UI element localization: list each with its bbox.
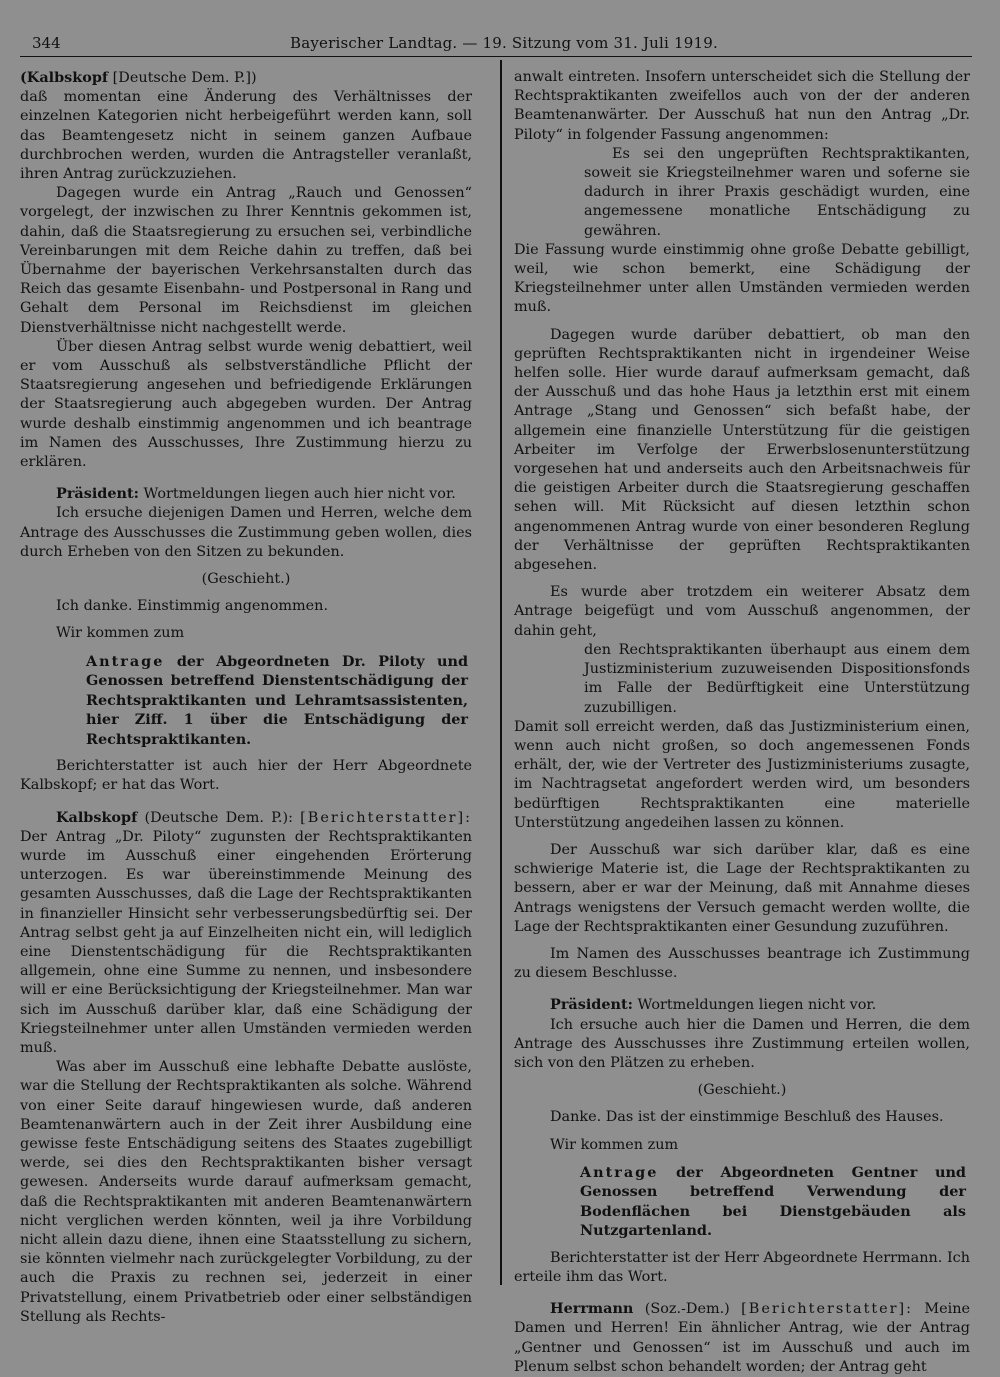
speaker-name: Präsident: [56,485,139,503]
speaker-party: (Deutsche Dem. P.): [144,809,293,826]
running-head-title: Bayerischer Landtag. — 19. Sitzung vom 31. Juli 1919. [290,34,718,52]
paragraph: Es wurde aber trotzdem ein weiterer Absatz dem Antrage beigefügt und vom Ausschuß angenommen, der dahin geht, [514,584,970,639]
running-header [20,28,972,57]
paragraph: anwalt eintreten. Insofern unterscheidet sich die Stellung der Rechtspraktikanten zweifellos auch von der der anderen Beamtenanwärter. Der Ausschuß hat nun den Antrag „Dr. Piloty“ in folgender Fassung angenommen: [514,69,970,143]
motion-wording: Es sei den ungeprüften Rechtspraktikanten, soweit sie Kriegsteilnehmer waren und soferne sie dadurch in ihrer Praxis geschädigt wurden, eine angemessene monatliche Entschädigung zu gewähren. [584,145,970,239]
motion-title [86,652,468,750]
paragraph: Die Fassung wurde einstimmig ohne große Debatte gebilligt, weil, wie schon bemerkt, eine Schädigung der Kriegsteilnehmer unter allen Umständen vermieden werden muß. [514,241,970,316]
stage-direction: (Geschieht.) [201,571,291,588]
speaker-party: (Soz.-Dem.) [644,1301,730,1318]
speaker-role: [Berichterstatter]: [741,1301,914,1318]
column-divider [500,60,502,1285]
rapporteur-speech [20,808,472,1059]
right-column [514,68,970,1377]
paragraph: Ich ersuche diejenigen Damen und Herren, welche dem Antrage des Ausschusses die Zustimmung geben wollen, dies durch Erheben von den Sitzen zu bekunden. [20,505,472,560]
speech-text: Wortmeldungen liegen auch hier nicht vor. [143,486,456,503]
speaker-name: (Kalbskopf [20,69,109,86]
motion-title-rest: der Abgeordneten Dr. Piloty und Genossen betreffend Dienstentschädigung der Rechtspraktikanten und Lehramtsassistenten, hier Ziff. 1 über die Entschädigung der Rechtspraktikanten. [86,652,469,748]
speaker-name: Präsident: [550,996,633,1014]
speech-text: Wortmeldungen liegen nicht vor. [637,997,877,1014]
paragraph: daß momentan eine Änderung des Verhältnisses der einzelnen Kategorien nicht herbeigeführt werden kann, soll das Beamtengesetz nicht in seinem ganzen Aufbaue durchbrochen werden, wurden die Antragsteller veranlaßt, ihren Antrag zurückzuziehen. [20,89,472,183]
motion-title [580,1163,966,1241]
paragraph: Dagegen wurde darüber debattiert, ob man den geprüften Rechtspraktikanten nicht in irgendeiner Weise helfen solle. Hier wurde darauf aufmerksam gemacht, daß der Ausschuß und das hohe Haus ja letzthin erst mit einem Antrage „Stang und Genossen“ sich befaßt habe, der allgemein eine finanzielle Unterstützung für die geistigen Arbeiter im Verfolge der Erwerbslosenunterstützung vorgesehen hat und anderseits auch den Arbeitsnachweis für die geistigen Arbeiter durch die Staatsregierung geschaffen sehen will. Mit Rücksicht auf diesen letzthin schon angenommenen Antrag wurde von einer besonderen Reglung der Verhältnisse der geprüften Rechtspraktikanten abgesehen. [514,326,970,574]
page-number: 344 [32,34,61,52]
speaker-role: [Berichterstatter]: [300,809,472,826]
paragraph: Was aber im Ausschuß eine lebhafte Debatte auslöste, war die Stellung der Rechtspraktikanten als solche. Während von einer Seite darauf hingewiesen wurde, daß anderen Beamtenanwärtern auch in der Zeit ihrer Ausbildung eine gewisse feste Entschädigung seitens des Staates zugebilligt werde, sei dies den Rechtspraktikanten bisher versagt gewesen. Anderseits wurde darauf aufmerksam gemacht, daß die Rechtspraktikanten mit anderen Beamtenanwärtern nicht verglichen werden könnten, weil ja ihre Vorbildung nicht allein dazu diene, ihnen eine Staatsstellung zu sichern, sie könnten vielmehr nach zurückgelegter Vorbildung, zu der auch die Praxis zu rechnen sei, jederzeit in einer Privatstellung, einem Privatbetrieb oder einer selbständigen Stellung als Rechts- [20,1059,472,1325]
paragraph: Wir kommen zum [56,625,185,642]
speaker-party: [Deutsche Dem. P.]) [112,70,257,86]
paragraph: Der Ausschuß war sich darüber klar, daß es eine schwierige Materie ist, die Lage der Rechtspraktikanten zu bessern, aber er war der Meinung, daß mit Annahme dieses Antrags wenigstens der Versuch gemacht werden wollte, die Lage der Rechtspraktikanten einer Gesundung zuzuführen. [514,841,970,935]
stage-direction: (Geschieht.) [697,1082,787,1099]
paragraph: Im Namen des Ausschusses beantrage ich Zustimmung zu diesem Beschlusse. [514,945,970,982]
paragraph: Ich ersuche auch hier die Damen und Herren, die dem Antrage des Ausschusses ihre Zustimmung erteilen wollen, sich von den Plätzen zu erheben. [514,1016,970,1071]
motion-wording: den Rechtspraktikanten überhaupt aus einem dem Justizministerium zuzuweisenden Dispositionsfonds im Falle der Bedürftigkeit eine Unterstützung zuzubilligen. [584,641,970,716]
speech-text: Der Antrag „Dr. Piloty“ zugunsten der Rechtspraktikanten wurde im Ausschuß einer eingehenden Erörterung unterzogen. Es war übereinstimmende Meinung des gesamten Ausschusses, daß die Lage der Rechtspraktikanten in finanzieller Hinsicht sehr verbesserungsbedürftig sei. Der Antrag selbst geht ja auf Einzelheiten nicht ein, will lediglich eine Dienstentschädigung für die Rechtspraktikanten allgemein, ohne eine Summe zu nennen, und insbesondere will er eine Berücksichtigung der Kriegsteilnehmer. Man war sich im Ausschuß darüber klar, daß eine Schädigung der Kriegsteilnehmer unter allen Umständen vermieden werden muß. [20,828,472,1057]
left-column [20,68,472,1327]
paragraph: Dagegen wurde ein Antrag „Rauch und Genossen“ vorgelegt, der inzwischen zu Ihrer Kenntnis gekommen ist, dahin, daß die Staatsregierung zu ersuchen sei, verbindliche Vereinbarungen mit dem Reiche dahin zu treffen, daß bei Übernahme der bayerischen Verkehrsanstalten durch das Reich das gesamte Eisenbahn- und Postpersonal in Rang und Gehalt dem Personal im Reichsdienst im gleichen Dienstverhältnisse nicht nachgestellt werde. [20,185,472,336]
president-remark [20,484,472,504]
motion-title-first-word: Antrage [86,652,165,670]
motion-title-rest: der Abgeordneten Gentner und Genossen betreffend Verwendung der Bodenflächen bei Dienstgebäuden als Nutzgartenland. [580,1163,966,1240]
motion-title-first-word: Antrage [580,1163,659,1181]
continued-speaker-line [20,68,472,88]
speaker-name: Kalbskopf [56,808,138,826]
paragraph: Berichterstatter ist der Herr Abgeordnete Herrmann. Ich erteile ihm das Wort. [514,1249,970,1285]
paragraph: Damit soll erreicht werden, daß das Justizministerium einen, wenn auch nicht großen, so doch angemessenen Fonds erhält, der, wie der Vertreter des Justizministeriums zusagte, im Nachtragsetat angefordert werden wird, um besonders bedürftigen Rechtspraktikanten eine materielle Unterstützung angedeihen lassen zu können. [514,718,970,831]
paragraph: Über diesen Antrag selbst wurde wenig debattiert, weil er vom Ausschuß als selbstverständliche Pflicht der Staatsregierung angesehen und befriedigende Erklärungen der Staatsregierung auch abgegeben wurden. Der Antrag wurde deshalb einstimmig angenommen und ich beantrage im Namen des Ausschusses, Ihre Zustimmung hierzu zu erklären. [20,338,472,471]
paragraph: Danke. Das ist der einstimmige Beschluß des Hauses. [550,1109,944,1126]
rapporteur-speech [514,1299,970,1377]
paragraph: Ich danke. Einstimmig angenommen. [56,598,329,615]
paragraph: Wir kommen zum [550,1136,679,1153]
speech-text: Meine Damen und Herren! Ein ähnlicher Antrag, wie der Antrag „Gentner und Genossen“ ist im Ausschuß und auch im Plenum selbst schon behandelt worden; der Antrag geht [514,1301,970,1375]
paragraph: Berichterstatter ist auch hier der Herr Abgeordnete Kalbskopf; er hat das Wort. [20,758,472,794]
speaker-name: Herrmann [550,1300,634,1318]
president-remark [514,995,970,1015]
